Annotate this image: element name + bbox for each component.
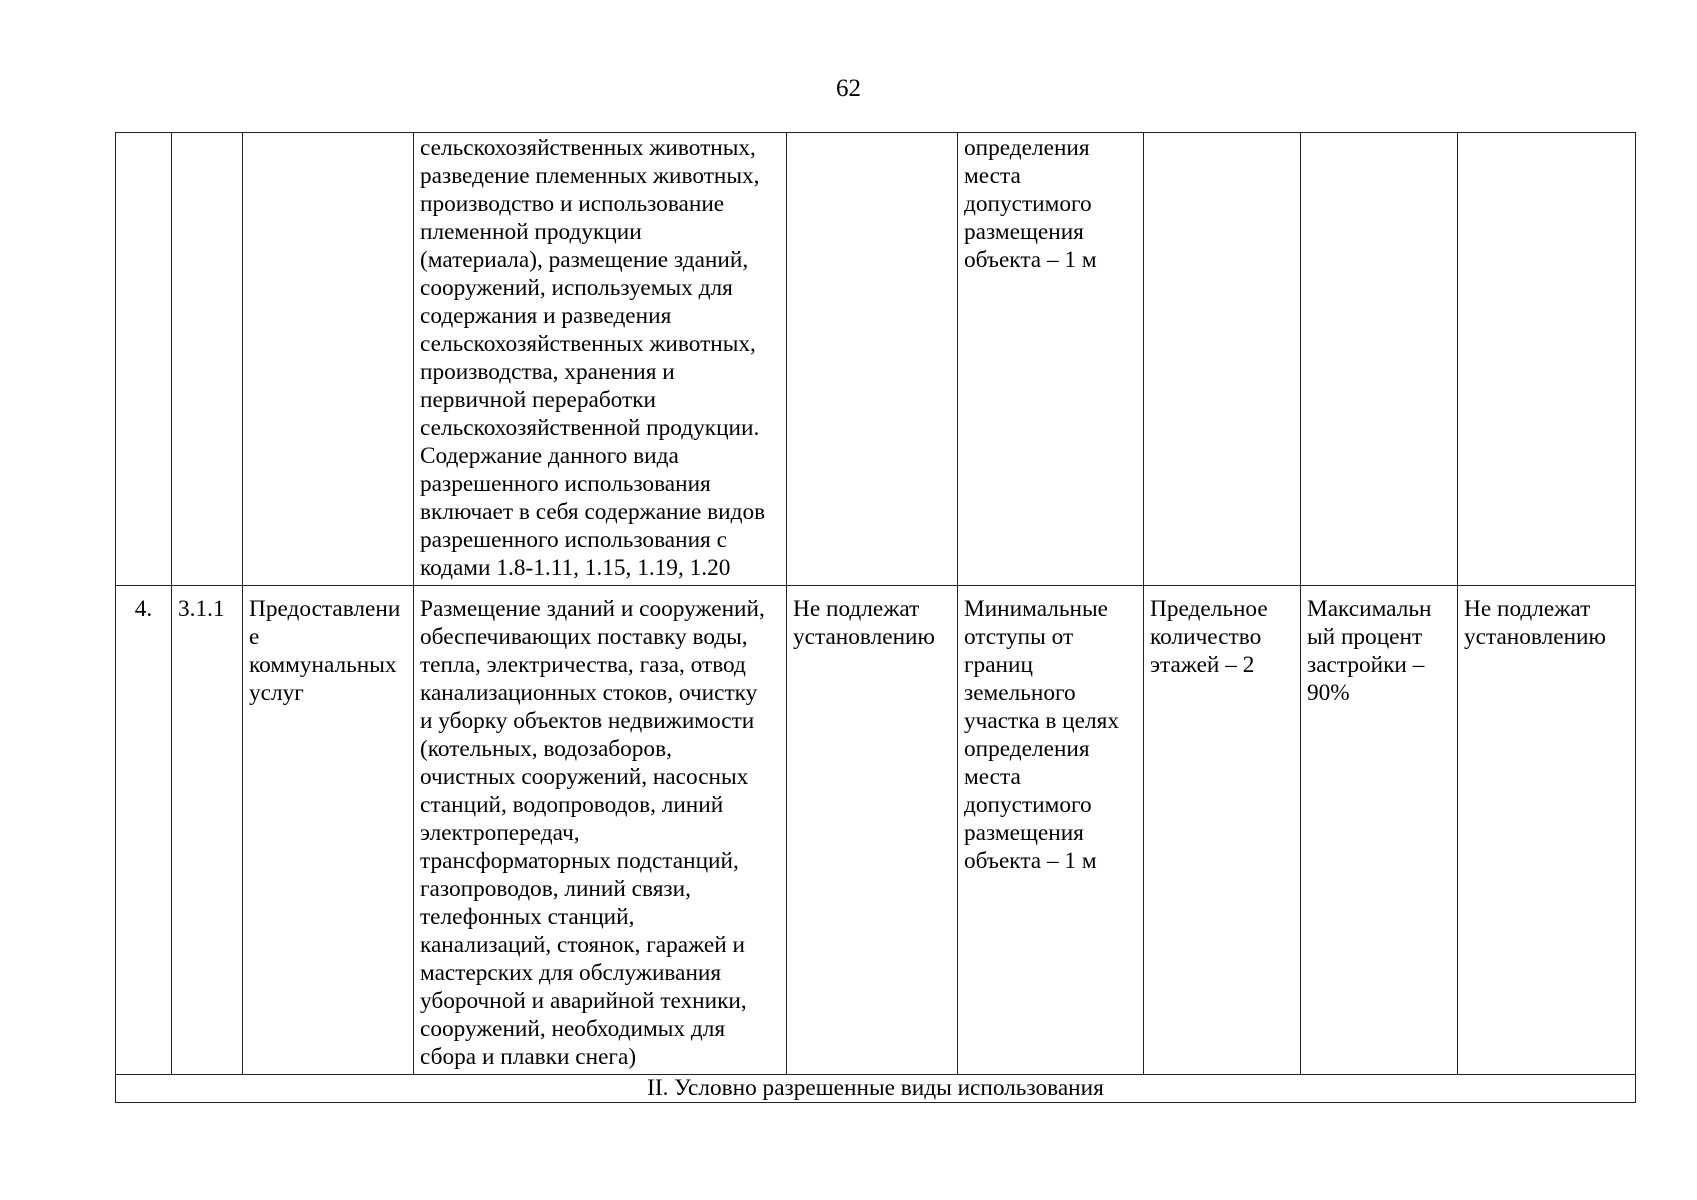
setbacks-cell: определения места допустимого размещения объекта – 1 м xyxy=(958,133,1144,586)
floors-cell xyxy=(1144,133,1301,586)
coverage-cell: Максимальн ый процент застройки – 90% xyxy=(1301,586,1458,1075)
section-heading: II. Условно разрешенные виды использования xyxy=(116,1075,1636,1103)
use-name-cell xyxy=(243,133,414,586)
use-name-cell: Предоставлени е коммунальных услуг xyxy=(243,586,414,1075)
row-number-cell: 4. xyxy=(116,586,172,1075)
section-heading-row xyxy=(116,1075,1636,1103)
other-params-cell xyxy=(1458,133,1636,586)
use-description-cell: Размещение зданий и сооружений, обеспечивающих поставку воды, тепла, электричества, газа, отвод канализационных стоков, очистку и уборку объектов недвижимости (котельных, водозаборов, очистных сооружений, насосных станций, водопроводов, линий электропередач, трансформаторных подстанций, газопроводов, линий связи, телефонных станций, канализаций, стоянок, гаражей и мастерских для обслуживания уборочной и аварийной техники, сооружений, необходимых для сбора и плавки снега) xyxy=(414,586,787,1075)
use-description-cell: сельскохозяйственных животных, разведение племенных животных, производство и использование племенной продукции (материала), размещение зданий, сооружений, используемых для содержания и разведения сельскохозяйственных животных, производства, хранения и первичной переработки сельскохозяйственной продукции. Содержание данного вида разрешенного использования включает в себя содержание видов разрешенного использования с кодами 1.8-1.11, 1.15, 1.19, 1.20 xyxy=(414,133,787,586)
row-number-cell xyxy=(116,133,172,586)
page-number: 62 xyxy=(836,75,861,102)
code-cell: 3.1.1 xyxy=(172,586,243,1075)
setbacks-cell: Минимальные отступы от границ земельного участка в целях определения места допустимого размещения объекта – 1 м xyxy=(958,586,1144,1075)
code-cell xyxy=(172,133,243,586)
other-params-cell: Не подлежат установлению xyxy=(1458,586,1636,1075)
table-row xyxy=(116,586,1636,1075)
coverage-cell xyxy=(1301,133,1458,586)
plot-size-cell xyxy=(787,133,958,586)
land-use-table xyxy=(115,132,1636,1103)
floors-cell: Предельное количество этажей – 2 xyxy=(1144,586,1301,1075)
table-row-continuation xyxy=(116,133,1636,586)
plot-size-cell: Не подлежат установлению xyxy=(787,586,958,1075)
